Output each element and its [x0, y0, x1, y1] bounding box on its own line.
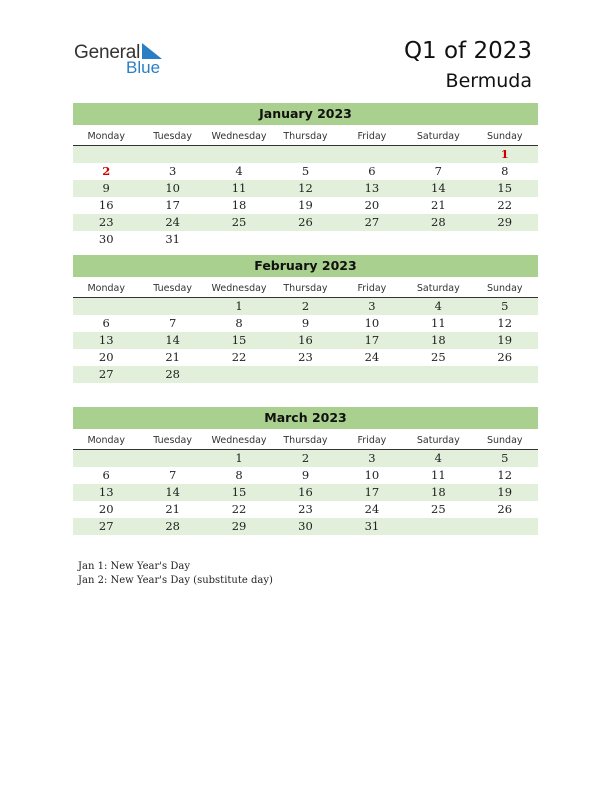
day-cell: 15 [231, 485, 247, 499]
day-cell: 7 [434, 164, 442, 178]
day-cell: 23 [98, 215, 114, 229]
weekday-label: Monday [87, 283, 125, 294]
holiday-day-cell: 2 [102, 164, 111, 178]
weekday-label: Sunday [486, 435, 523, 446]
day-cell: 8 [235, 316, 243, 330]
weekday-label: Wednesday [211, 283, 267, 294]
day-cell: 29 [231, 519, 247, 533]
day-cell: 20 [364, 198, 380, 212]
day-cell: 17 [364, 333, 380, 347]
month-title: March 2023 [73, 407, 538, 429]
weekday-label: Monday [87, 131, 125, 142]
month-weeks [73, 298, 538, 383]
day-cell: 24 [364, 350, 380, 364]
day-cell: 9 [301, 316, 310, 330]
day-cell: 10 [364, 316, 380, 330]
day-cell: 18 [431, 333, 446, 347]
empty-day-cell [139, 450, 205, 467]
day-cell: 12 [497, 316, 513, 330]
day-cell: 31 [165, 232, 180, 246]
day-cell: 28 [165, 367, 180, 381]
day-cell: 25 [431, 502, 446, 516]
day-cell: 23 [298, 502, 313, 516]
weekday-header [73, 432, 538, 450]
month-weeks [73, 450, 538, 535]
day-cell: 27 [364, 215, 380, 229]
weekday-label: Saturday [416, 131, 460, 142]
month-weeks [73, 146, 538, 248]
day-cell: 3 [368, 299, 376, 313]
week-row [73, 180, 538, 197]
day-cell: 21 [165, 350, 180, 364]
week-row [73, 315, 538, 332]
empty-day-cell [73, 450, 139, 467]
day-cell: 4 [434, 299, 442, 313]
weekday-label: Monday [87, 435, 125, 446]
day-cell: 19 [497, 485, 513, 499]
day-cell: 23 [298, 350, 313, 364]
day-cell: 25 [231, 215, 247, 229]
week-row [73, 146, 538, 163]
empty-day-cell [472, 366, 538, 383]
empty-day-cell [339, 366, 405, 383]
month-title: January 2023 [73, 103, 538, 125]
empty-day-cell [472, 518, 538, 535]
empty-day-cell [405, 146, 471, 163]
day-cell: 20 [98, 350, 114, 364]
day-cell: 2 [301, 299, 310, 313]
day-cell: 5 [301, 164, 310, 178]
weekday-label: Friday [357, 131, 387, 142]
empty-day-cell [206, 366, 272, 383]
page-title: Q1 of 2023 [403, 38, 532, 64]
day-cell: 5 [501, 299, 509, 313]
week-row [73, 467, 538, 484]
day-cell: 12 [497, 468, 513, 482]
day-cell: 19 [497, 333, 513, 347]
day-cell: 30 [98, 232, 114, 246]
week-row [73, 298, 538, 315]
day-cell: 7 [168, 468, 177, 482]
logo-general-text: General [74, 42, 141, 63]
holiday-notes [78, 560, 273, 587]
day-cell: 16 [98, 198, 114, 212]
day-cell: 13 [364, 181, 380, 195]
empty-day-cell [73, 298, 139, 315]
empty-day-cell [405, 366, 471, 383]
day-cell: 1 [235, 299, 243, 313]
day-cell: 11 [431, 468, 446, 482]
day-cell: 17 [364, 485, 380, 499]
day-cell: 8 [501, 164, 509, 178]
empty-day-cell [272, 146, 338, 163]
day-cell: 27 [98, 367, 114, 381]
day-cell: 22 [231, 502, 247, 516]
day-cell: 14 [165, 333, 180, 347]
week-row [73, 163, 538, 180]
day-cell: 5 [501, 451, 509, 465]
empty-day-cell [139, 146, 205, 163]
day-cell: 26 [497, 350, 513, 364]
day-cell: 9 [102, 181, 110, 195]
week-row [73, 501, 538, 518]
week-row [73, 332, 538, 349]
page-subtitle: Bermuda [445, 70, 532, 92]
day-cell: 24 [165, 215, 180, 229]
logo-blue-text: Blue [126, 58, 161, 77]
day-cell: 11 [431, 316, 446, 330]
month-title: February 2023 [73, 255, 538, 277]
day-cell: 19 [298, 198, 313, 212]
day-cell: 18 [231, 198, 247, 212]
day-cell: 13 [98, 485, 114, 499]
weekday-label: Tuesday [153, 283, 192, 294]
week-row [73, 349, 538, 366]
day-cell: 31 [364, 519, 380, 533]
day-cell: 26 [298, 215, 313, 229]
weekday-label: Thursday [283, 131, 328, 142]
day-cell: 4 [235, 164, 243, 178]
month-february [73, 255, 538, 383]
day-cell: 16 [298, 333, 313, 347]
empty-day-cell [405, 231, 471, 248]
month-march [73, 407, 538, 535]
empty-day-cell [339, 231, 405, 248]
day-cell: 9 [301, 468, 310, 482]
day-cell: 14 [165, 485, 180, 499]
day-cell: 6 [102, 316, 110, 330]
day-cell: 6 [102, 468, 110, 482]
holiday-day-cell: 1 [500, 147, 509, 161]
empty-day-cell [339, 146, 405, 163]
day-cell: 25 [431, 350, 446, 364]
day-cell: 26 [497, 502, 513, 516]
weekday-label: Wednesday [211, 131, 267, 142]
week-row [73, 231, 538, 248]
day-cell: 3 [168, 164, 177, 178]
weekday-label: Friday [357, 435, 387, 446]
empty-day-cell [139, 298, 205, 315]
day-cell: 17 [165, 198, 180, 212]
day-cell: 13 [98, 333, 114, 347]
day-cell: 6 [368, 164, 376, 178]
day-cell: 14 [431, 181, 446, 195]
day-cell: 15 [231, 333, 247, 347]
day-cell: 10 [364, 468, 380, 482]
weekday-label: Thursday [283, 435, 328, 446]
weekday-label: Sunday [486, 131, 523, 142]
logo [74, 42, 174, 78]
empty-day-cell [272, 231, 338, 248]
weekday-label: Tuesday [153, 435, 192, 446]
day-cell: 2 [301, 451, 310, 465]
week-row [73, 484, 538, 501]
weekday-label: Sunday [486, 283, 523, 294]
day-cell: 4 [434, 451, 442, 465]
week-row [73, 197, 538, 214]
day-cell: 27 [98, 519, 114, 533]
holiday-note: Jan 1: New Year's Day [78, 561, 190, 572]
day-cell: 28 [165, 519, 180, 533]
day-cell: 24 [364, 502, 380, 516]
weekday-label: Saturday [416, 283, 460, 294]
day-cell: 28 [431, 215, 446, 229]
weekday-label: Thursday [283, 283, 328, 294]
day-cell: 20 [98, 502, 114, 516]
day-cell: 21 [165, 502, 180, 516]
holiday-note: Jan 2: New Year's Day (substitute day) [78, 574, 273, 586]
empty-day-cell [272, 366, 338, 383]
day-cell: 7 [168, 316, 177, 330]
day-cell: 1 [235, 451, 243, 465]
day-cell: 8 [235, 468, 243, 482]
weekday-label: Friday [357, 283, 387, 294]
weekday-label: Saturday [416, 435, 460, 446]
week-row [73, 450, 538, 467]
weekday-header [73, 128, 538, 146]
empty-day-cell [73, 146, 139, 163]
day-cell: 21 [431, 198, 446, 212]
week-row [73, 518, 538, 535]
day-cell: 10 [165, 181, 180, 195]
day-cell: 12 [298, 181, 313, 195]
day-cell: 16 [298, 485, 313, 499]
weekday-header [73, 280, 538, 298]
empty-day-cell [472, 231, 538, 248]
week-row [73, 366, 538, 383]
empty-day-cell [206, 231, 272, 248]
day-cell: 15 [497, 181, 513, 195]
month-january [73, 103, 538, 248]
day-cell: 29 [497, 215, 513, 229]
day-cell: 22 [231, 350, 247, 364]
day-cell: 22 [497, 198, 513, 212]
weekday-label: Tuesday [153, 131, 192, 142]
empty-day-cell [405, 518, 471, 535]
day-cell: 18 [431, 485, 446, 499]
empty-day-cell [206, 146, 272, 163]
weekday-label: Wednesday [211, 435, 267, 446]
week-row [73, 214, 538, 231]
day-cell: 3 [368, 451, 376, 465]
day-cell: 11 [231, 181, 247, 195]
day-cell: 30 [298, 519, 313, 533]
